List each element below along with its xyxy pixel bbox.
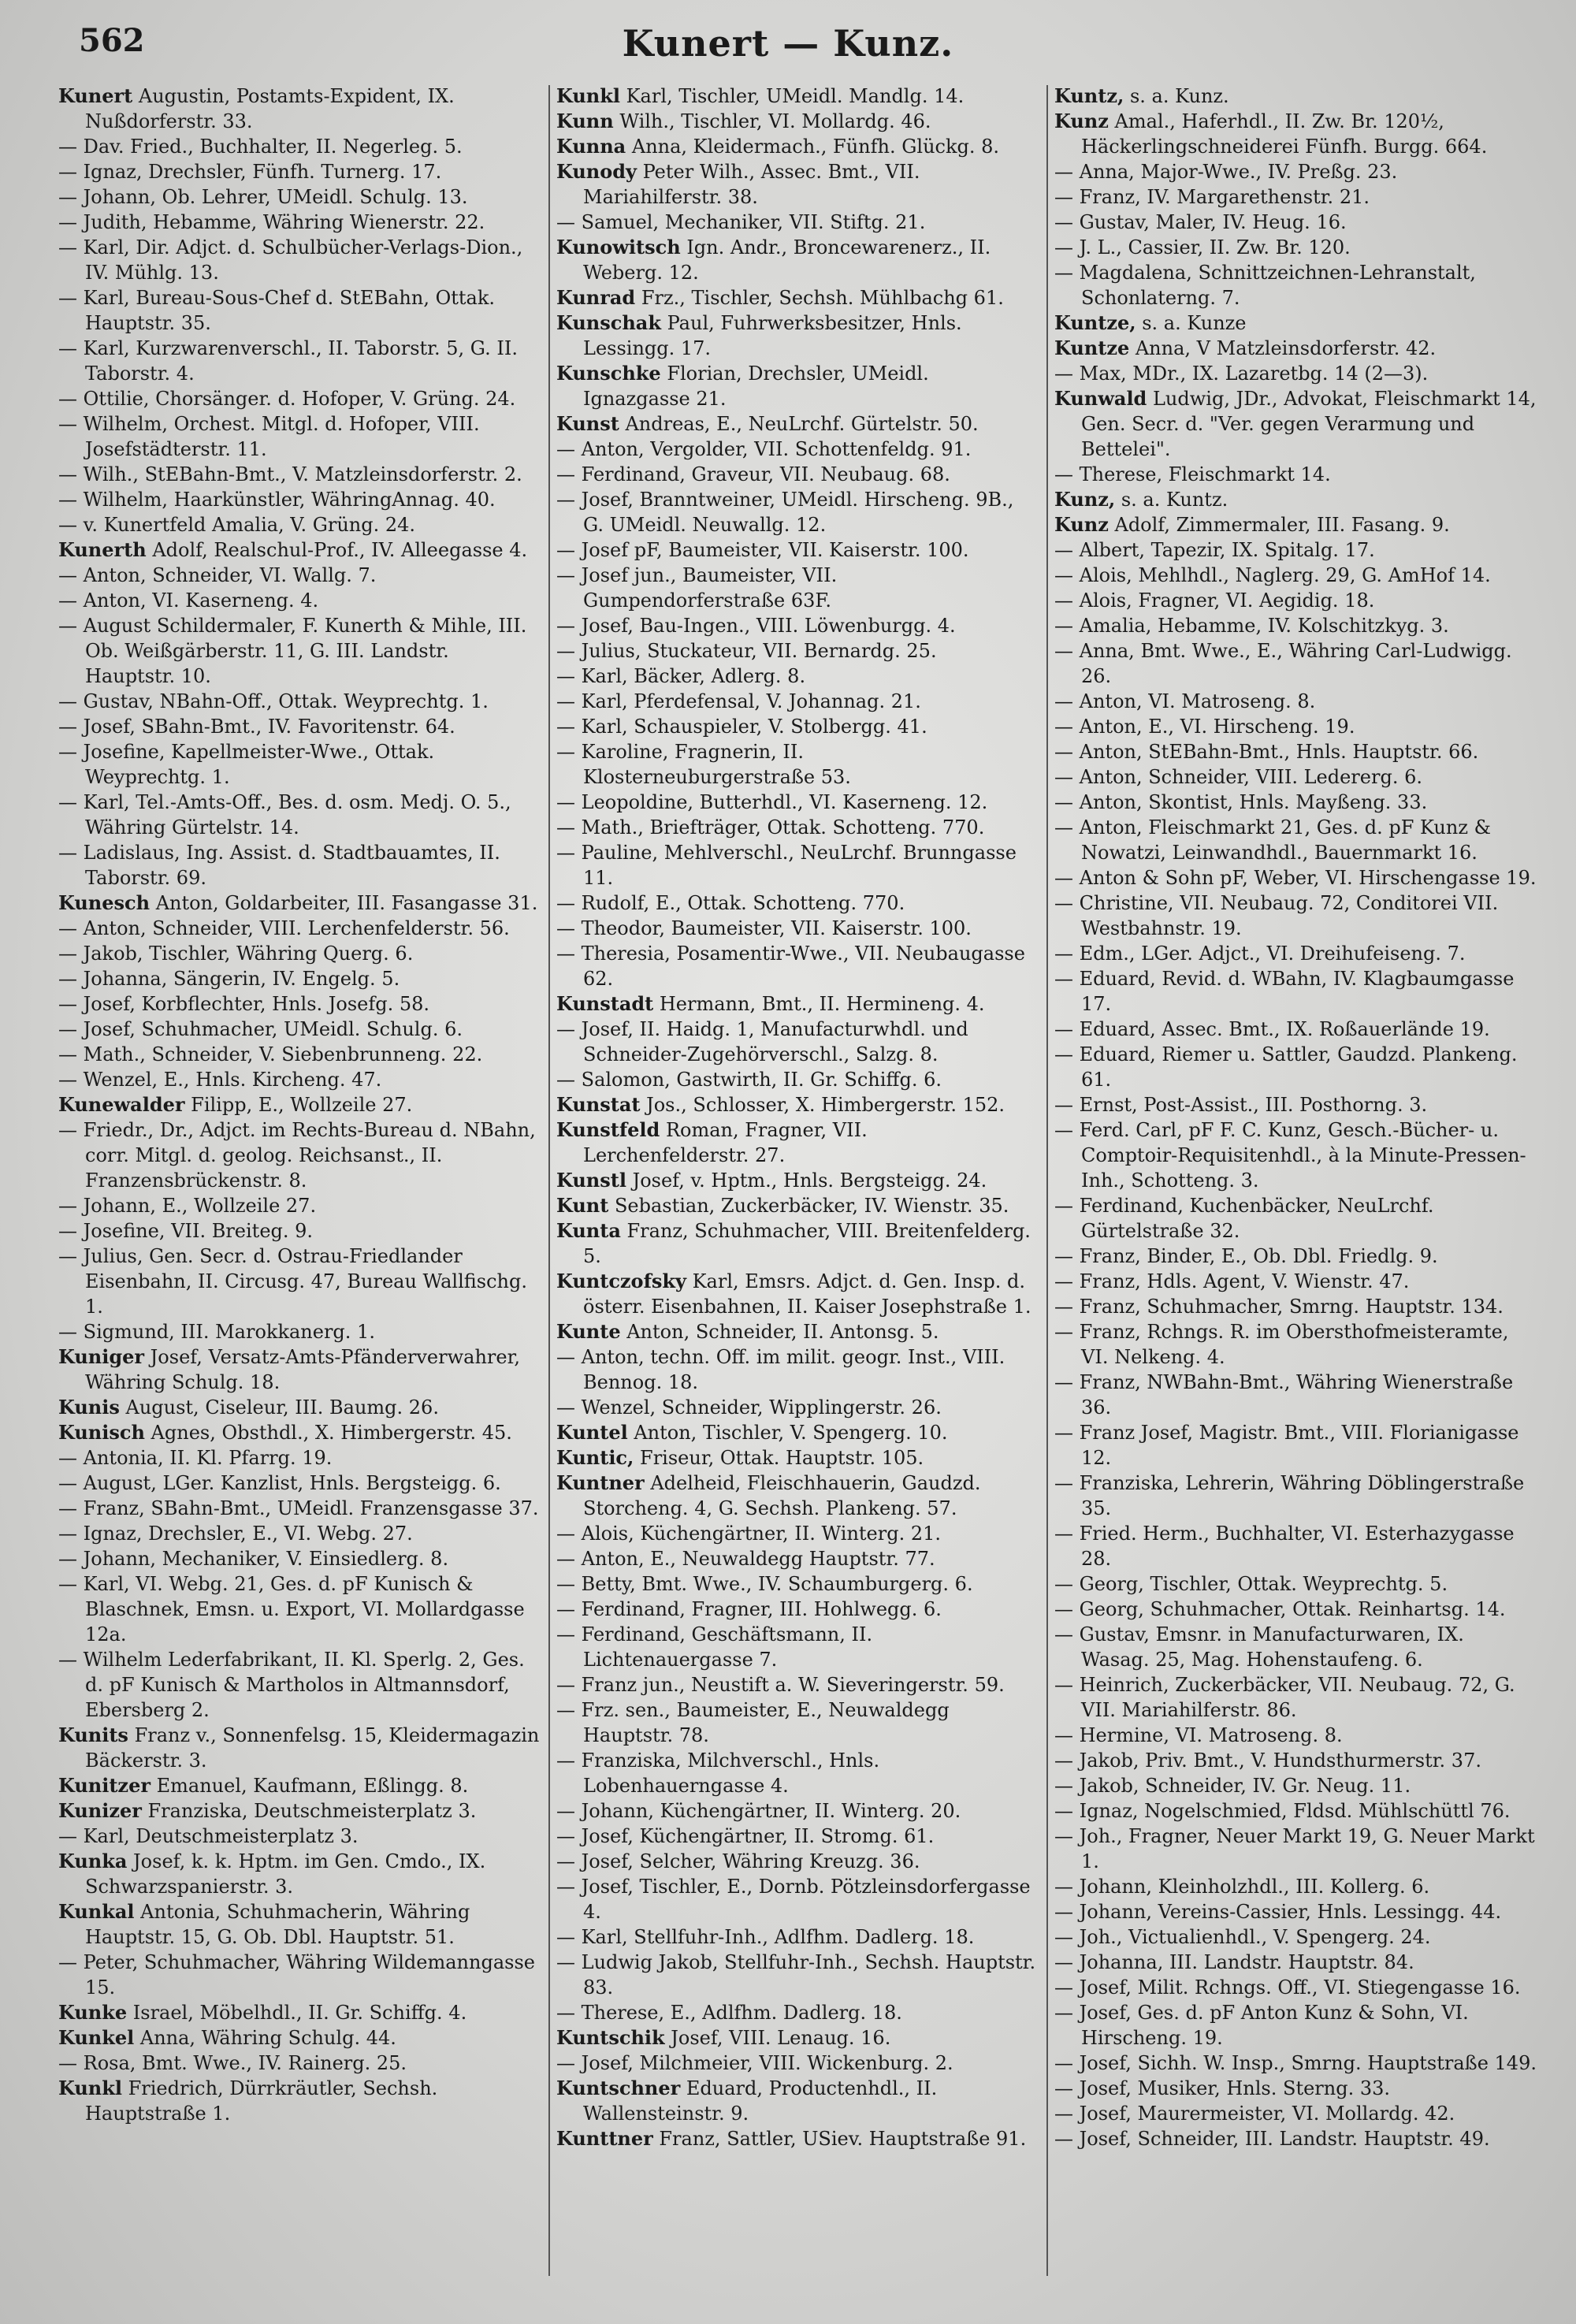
directory-entry: — Josef, Branntweiner, UMeidl. Hirscheng. 9B., G. UMeidl. Neuwallg. 12. bbox=[556, 489, 1014, 536]
directory-entry: — Theodor, Baumeister, VII. Kaiserstr. 100. bbox=[556, 917, 972, 939]
directory-entry: Kunesch Anton, Goldarbeiter, III. Fasangasse 31. bbox=[58, 891, 538, 914]
directory-entry: — Josef, Milit. Rchngs. Off., VI. Stiegengasse 16. bbox=[1054, 1976, 1521, 1999]
directory-entry: — Fried. Herm., Buchhalter, VI. Esterhazygasse 28. bbox=[1054, 1523, 1515, 1570]
directory-entry: — Pauline, Mehlverschl., NeuLrchf. Brunngasse 11. bbox=[556, 842, 1017, 889]
directory-entry: — Franz, Schuhmacher, Smrng. Hauptstr. 134. bbox=[1054, 1296, 1504, 1318]
directory-entry: Kuntz, s. a. Kunz. bbox=[1054, 84, 1229, 107]
directory-entry: — Josefine, VII. Breiteg. 9. bbox=[58, 1220, 314, 1242]
directory-entry: — Ignaz, Nogelschmied, Fldsd. Mühlschüttl 76. bbox=[1054, 1800, 1511, 1822]
directory-entry: — Josef, Korbflechter, Hnls. Josefg. 58. bbox=[58, 993, 430, 1015]
directory-entry: — Josef pF, Baumeister, VII. Kaiserstr. 100. bbox=[556, 539, 969, 561]
directory-entry: — Gustav, Maler, IV. Heug. 16. bbox=[1054, 211, 1347, 233]
directory-entry: — Heinrich, Zuckerbäcker, VII. Neubaug. 72, G. VII. Mariahilferstr. 86. bbox=[1054, 1674, 1515, 1721]
directory-entry: Kunkal Antonia, Schuhmacherin, Währing Hauptstr. 15, G. Ob. Dbl. Hauptstr. 51. bbox=[58, 1900, 470, 1948]
directory-entry: — Julius, Stuckateur, VII. Bernardg. 25. bbox=[556, 640, 937, 662]
directory-entry: Kunz, s. a. Kuntz. bbox=[1054, 488, 1228, 511]
directory-entry: — Hermine, VI. Matroseng. 8. bbox=[1054, 1724, 1343, 1746]
directory-entry: — Salomon, Gastwirth, II. Gr. Schiffg. 6. bbox=[556, 1069, 942, 1091]
directory-entry: Kunitzer Emanuel, Kaufmann, Eßlingg. 8. bbox=[58, 1774, 469, 1797]
directory-entry: — Eduard, Assec. Bmt., IX. Roßauerlände 19. bbox=[1054, 1018, 1490, 1040]
directory-entry: — Karl, Bureau-Sous-Chef d. StEBahn, Ottak. Hauptstr. 35. bbox=[58, 287, 496, 334]
directory-entry: Kunschke Florian, Drechsler, UMeidl. Ignazgasse 21. bbox=[556, 362, 929, 410]
directory-entry: — Johann, Ob. Lehrer, UMeidl. Schulg. 13. bbox=[58, 186, 468, 208]
directory-entry: — Ferdinand, Graveur, VII. Neubaug. 68. bbox=[556, 463, 950, 485]
directory-entry: Kunwald Ludwig, JDr., Advokat, Fleischmarkt 14, Gen. Secr. d. "Ver. gegen Verarmung und Bettelei". bbox=[1054, 387, 1537, 460]
directory-entry: — Josef jun., Baumeister, VII. Gumpendorferstraße 63F. bbox=[556, 564, 838, 612]
directory-entry: Kuntschner Eduard, Productenhdl., II. Wallensteinstr. 9. bbox=[556, 2077, 938, 2125]
directory-entry: — Ferdinand, Kuchenbäcker, NeuLrchf. Gürtelstraße 32. bbox=[1054, 1195, 1434, 1242]
directory-entry: — Anton, Fleischmarkt 21, Ges. d. pF Kunz & Nowatzi, Leinwandhdl., Bauernmarkt 16. bbox=[1054, 816, 1491, 864]
directory-entry: — Anton & Sohn pF, Weber, VI. Hirschengasse 19. bbox=[1054, 867, 1537, 889]
directory-entry: Kunt Sebastian, Zuckerbäcker, IV. Wienstr. 35. bbox=[556, 1194, 1009, 1217]
directory-entry: Kunstfeld Roman, Fragner, VII. Lerchenfelderstr. 27. bbox=[556, 1118, 868, 1166]
directory-entry: — Franz, SBahn-Bmt., UMeidl. Franzensgasse 37. bbox=[58, 1497, 539, 1519]
directory-entry: — Johann, E., Wollzeile 27. bbox=[58, 1195, 317, 1217]
directory-entry: — Anton, E., VI. Hirscheng. 19. bbox=[1054, 716, 1355, 738]
directory-entry: — Ottilie, Chorsänger. d. Hofoper, V. Grüng. 24. bbox=[58, 388, 516, 410]
directory-entry: Kunert Augustin, Postamts-Expident, IX. Nußdorferstr. 33. bbox=[58, 84, 455, 132]
directory-entry: — Julius, Gen. Secr. d. Ostrau-Friedlander Eisenbahn, II. Circusg. 47, Bureau Wallfischg. 1. bbox=[58, 1245, 527, 1318]
directory-entry: — Dav. Fried., Buchhalter, II. Negerleg. 5. bbox=[58, 136, 463, 158]
directory-entry: — Gustav, NBahn-Off., Ottak. Weyprechtg. 1. bbox=[58, 690, 489, 712]
directory-entry: Kuntczofsky Karl, Emsrs. Adjct. d. Gen. Insp. d. österr. Eisenbahnen, II. Kaiser Josephstraße 1. bbox=[556, 1270, 1031, 1318]
directory-entry: Kunta Franz, Schuhmacher, VIII. Breitenfelderg. 5. bbox=[556, 1219, 1031, 1267]
directory-entry: — Josef, Schneider, III. Landstr. Hauptstr. 49. bbox=[1054, 2128, 1490, 2150]
directory-entry: — Franziska, Milchverschl., Hnls. Lobenhauerngasse 4. bbox=[556, 1750, 880, 1797]
directory-entry: Kunstadt Hermann, Bmt., II. Hermineng. 4. bbox=[556, 992, 985, 1015]
directory-entry: — Georg, Tischler, Ottak. Weyprechtg. 5. bbox=[1054, 1573, 1448, 1595]
directory-entry: — Ferdinand, Geschäftsmann, II. Lichtenauergasse 7. bbox=[556, 1623, 873, 1671]
directory-entry: Kunerth Adolf, Realschul-Prof., IV. Alleegasse 4. bbox=[58, 538, 528, 561]
directory-entry: — Josef, Milchmeier, VIII. Wickenburg. 2. bbox=[556, 2052, 953, 2074]
directory-entry: — Sigmund, III. Marokkanerg. 1. bbox=[58, 1321, 375, 1343]
directory-entry: — Ludwig Jakob, Stellfuhr-Inh., Sechsh. Hauptstr. 83. bbox=[556, 1951, 1036, 1999]
directory-entry: — Franz jun., Neustift a. W. Sieveringerstr. 59. bbox=[556, 1674, 1005, 1696]
directory-entry: — Josef, Maurermeister, VI. Mollardg. 42. bbox=[1054, 2103, 1455, 2125]
directory-entry: — Johann, Mechaniker, V. Einsiedlerg. 8. bbox=[58, 1548, 449, 1570]
directory-entry: — August, LGer. Kanzlist, Hnls. Bergsteigg. 6. bbox=[58, 1472, 501, 1494]
directory-entry: — Anton, VI. Kaserneng. 4. bbox=[58, 589, 319, 612]
page-number: 562 bbox=[79, 22, 145, 59]
directory-entry: — Franz Josef, Magistr. Bmt., VIII. Florianigasse 12. bbox=[1054, 1422, 1519, 1469]
directory-entry: — Anton, VI. Matroseng. 8. bbox=[1054, 690, 1316, 712]
directory-entry: Kunn Wilh., Tischler, VI. Mollardg. 46. bbox=[556, 110, 931, 132]
column-divider bbox=[1046, 85, 1048, 2276]
directory-entry: — Anna, Major-Wwe., IV. Preßg. 23. bbox=[1054, 161, 1398, 183]
directory-entry: Kunkl Friedrich, Dürrkräutler, Sechsh. Hauptstraße 1. bbox=[58, 2077, 438, 2125]
directory-entry: Kunstat Jos., Schlosser, X. Himbergerstr. 152. bbox=[556, 1093, 1005, 1116]
directory-entry: — Karl, Schauspieler, V. Stolbergg. 41. bbox=[556, 716, 927, 738]
directory-entry: — Franz, Hdls. Agent, V. Wienstr. 47. bbox=[1054, 1270, 1410, 1292]
directory-entry: — Josef, Ges. d. pF Anton Kunz & Sohn, VI. Hirscheng. 19. bbox=[1054, 2002, 1469, 2049]
directory-entry: — Wilhelm, Orchest. Mitgl. d. Hofoper, VIII. Josefstädterstr. 11. bbox=[58, 413, 480, 460]
directory-entry: Kunis August, Ciseleur, III. Baumg. 26. bbox=[58, 1396, 439, 1419]
directory-entry: Kunowitsch Ign. Andr., Broncewarenerz., II. Weberg. 12. bbox=[556, 236, 991, 284]
directory-entry: — Theresia, Posamentir-Wwe., VII. Neubaugasse 62. bbox=[556, 943, 1025, 990]
directory-entry: — Eduard, Revid. d. WBahn, IV. Klagbaumgasse 17. bbox=[1054, 968, 1515, 1015]
directory-entry: — Anton, Schneider, VIII. Ledererg. 6. bbox=[1054, 766, 1422, 788]
directory-entry: — Karl, Deutschmeisterplatz 3. bbox=[58, 1825, 359, 1847]
column-2 bbox=[556, 84, 1039, 2282]
directory-entry: — Edm., LGer. Adjct., VI. Dreihufeiseng. 7. bbox=[1054, 943, 1466, 965]
directory-entry: — Johann, Vereins-Cassier, Hnls. Lessingg. 44. bbox=[1054, 1901, 1502, 1923]
directory-entry: Kunke Israel, Möbelhdl., II. Gr. Schiffg. 4. bbox=[58, 2001, 467, 2024]
directory-entry: Kunisch Agnes, Obsthdl., X. Himbergerstr. 45. bbox=[58, 1421, 512, 1444]
directory-entry: — Betty, Bmt. Wwe., IV. Schaumburgerg. 6. bbox=[556, 1573, 973, 1595]
directory-entry: — August Schildermaler, F. Kunerth & Mihle, III. Ob. Weißgärberstr. 11, G. III. Landstr. Hauptstr. 10. bbox=[58, 615, 527, 687]
directory-entry: Kuntel Anton, Tischler, V. Spengerg. 10. bbox=[556, 1421, 948, 1444]
column-1 bbox=[58, 84, 541, 2282]
directory-entry: — Gustav, Emsnr. in Manufacturwaren, IX. Wasag. 25, Mag. Hohenstaufeng. 6. bbox=[1054, 1623, 1464, 1671]
directory-entry: — Ignaz, Drechsler, E., VI. Webg. 27. bbox=[58, 1523, 413, 1545]
directory-entry: — Josef, Küchengärtner, II. Stromg. 61. bbox=[556, 1825, 935, 1847]
directory-entry: — Josef, Musiker, Hnls. Sterng. 33. bbox=[1054, 2077, 1391, 2099]
directory-entry: — Judith, Hebamme, Währing Wienerstr. 22. bbox=[58, 211, 485, 233]
directory-entry: — Josef, Sichh. W. Insp., Smrng. Hauptstraße 149. bbox=[1054, 2052, 1537, 2074]
directory-entry: Kuntze, s. a. Kunze bbox=[1054, 311, 1247, 334]
directory-entry: — Karl, Kurzwarenverschl., II. Taborstr. 5, G. II. Taborstr. 4. bbox=[58, 337, 518, 385]
directory-entry: — Alois, Küchengärtner, II. Winterg. 21. bbox=[556, 1523, 942, 1545]
directory-entry: — Josef, SBahn-Bmt., IV. Favoritenstr. 64. bbox=[58, 716, 455, 738]
directory-entry: — Wilh., StEBahn-Bmt., V. Matzleinsdorferstr. 2. bbox=[58, 463, 522, 485]
directory-entry: — Jakob, Priv. Bmt., V. Hundsthurmerstr. 37. bbox=[1054, 1750, 1481, 1772]
directory-entry: Kunka Josef, k. k. Hptm. im Gen. Cmdo., IX. Schwarzspanierstr. 3. bbox=[58, 1850, 486, 1898]
directory-entry: — Friedr., Dr., Adjct. im Rechts-Bureau d. NBahn, corr. Mitgl. d. geolog. Reichsanst., II. Franzensbrückenstr. 8. bbox=[58, 1119, 536, 1192]
directory-entry: Kunkel Anna, Währing Schulg. 44. bbox=[58, 2026, 396, 2049]
directory-entry: Kunz Amal., Haferhdl., II. Zw. Br. 120½, Häckerlingschneiderei Fünfh. Burgg. 664. bbox=[1054, 110, 1488, 158]
directory-entry: — Josef, Selcher, Währing Kreuzg. 36. bbox=[556, 1850, 920, 1872]
directory-entry: — Anton, StEBahn-Bmt., Hnls. Hauptstr. 66. bbox=[1054, 741, 1479, 763]
directory-entry: Kuntschik Josef, VIII. Lenaug. 16. bbox=[556, 2026, 891, 2049]
directory-entry: Kunizer Franziska, Deutschmeisterplatz 3. bbox=[58, 1799, 477, 1822]
directory-entry: — Josef, Schuhmacher, UMeidl. Schulg. 6. bbox=[58, 1018, 463, 1040]
directory-entry: — Johanna, III. Landstr. Hauptstr. 84. bbox=[1054, 1951, 1414, 1973]
directory-entry: — Franz, NWBahn-Bmt., Währing Wienerstraße 36. bbox=[1054, 1371, 1514, 1419]
directory-entry: — Leopoldine, Butterhdl., VI. Kaserneng. 12. bbox=[556, 791, 988, 813]
directory-entry: Kunschak Paul, Fuhrwerksbesitzer, Hnls. Lessingg. 17. bbox=[556, 311, 962, 359]
directory-entry: — Karl, Pferdefensal, V. Johannag. 21. bbox=[556, 690, 921, 712]
directory-entry: Kunstl Josef, v. Hptm., Hnls. Bergsteigg. 24. bbox=[556, 1169, 987, 1192]
directory-entry: — Anton, Skontist, Hnls. Mayßeng. 33. bbox=[1054, 791, 1428, 813]
directory-entry: Kunte Anton, Schneider, II. Antonsg. 5. bbox=[556, 1320, 939, 1343]
directory-entry: — Josefine, Kapellmeister-Wwe., Ottak. Weyprechtg. 1. bbox=[58, 741, 435, 788]
directory-entry: — Math., Schneider, V. Siebenbrunneng. 22. bbox=[58, 1043, 483, 1065]
running-head: Kunert — Kunz. bbox=[622, 22, 954, 65]
directory-entry: — Alois, Fragner, VI. Aegidig. 18. bbox=[1054, 589, 1375, 612]
directory-entry: — Franz, Rchngs. R. im Obersthofmeisteramte, VI. Nelkeng. 4. bbox=[1054, 1321, 1509, 1368]
directory-entry: — Georg, Schuhmacher, Ottak. Reinhartsg. 14. bbox=[1054, 1598, 1506, 1620]
directory-entry: — Frz. sen., Baumeister, E., Neuwaldegg Hauptstr. 78. bbox=[556, 1699, 950, 1746]
directory-entry: — Therese, E., Adlfhm. Dadlerg. 18. bbox=[556, 2002, 902, 2024]
directory-entry: — Wenzel, E., Hnls. Kircheng. 47. bbox=[58, 1069, 382, 1091]
directory-entry: — Johanna, Sängerin, IV. Engelg. 5. bbox=[58, 968, 400, 990]
directory-entry: — Ignaz, Drechsler, Fünfh. Turnerg. 17. bbox=[58, 161, 442, 183]
directory-entry: — Joh., Fragner, Neuer Markt 19, G. Neuer Markt 1. bbox=[1054, 1825, 1535, 1872]
directory-entry: — Anna, Bmt. Wwe., E., Währing Carl-Ludwigg. 26. bbox=[1054, 640, 1512, 687]
directory-entry: — Karl, Stellfuhr-Inh., Adlfhm. Dadlerg. 18. bbox=[556, 1926, 975, 1948]
directory-entry: — Josef, II. Haidg. 1, Manufacturwhdl. und Schneider-Zugehörverschl., Salzg. 8. bbox=[556, 1018, 968, 1065]
directory-entry: — Math., Briefträger, Ottak. Schotteng. 770. bbox=[556, 816, 985, 838]
directory-entry: Kunst Andreas, E., NeuLrchf. Gürtelstr. 50. bbox=[556, 412, 979, 435]
directory-entry: — Franz, IV. Margarethenstr. 21. bbox=[1054, 186, 1370, 208]
directory-entry: — Therese, Fleischmarkt 14. bbox=[1054, 463, 1331, 485]
directory-entry: — J. L., Cassier, II. Zw. Br. 120. bbox=[1054, 236, 1351, 258]
directory-entry: Kunody Peter Wilh., Assec. Bmt., VII. Mariahilferstr. 38. bbox=[556, 160, 920, 208]
directory-entry: Kuntner Adelheid, Fleischhauerin, Gaudzd. Storcheng. 4, G. Sechsh. Plankeng. 57. bbox=[556, 1471, 981, 1519]
directory-entry: — Johann, Kleinholzhdl., III. Kollerg. 6. bbox=[1054, 1876, 1430, 1898]
directory-entry: Kuntze Anna, V Matzleinsdorferstr. 42. bbox=[1054, 337, 1437, 359]
directory-entry: Kunkl Karl, Tischler, UMeidl. Mandlg. 14. bbox=[556, 84, 965, 107]
directory-entry: — Ladislaus, Ing. Assist. d. Stadtbauamtes, II. Taborstr. 69. bbox=[58, 842, 500, 889]
column-3 bbox=[1054, 84, 1537, 2282]
directory-entry: — Antonia, II. Kl. Pfarrg. 19. bbox=[58, 1447, 333, 1469]
directory-entry: — Karoline, Fragnerin, II. Klosterneuburgerstraße 53. bbox=[556, 741, 851, 788]
directory-entry: — Karl, Dir. Adjct. d. Schulbücher-Verlags-Dion., IV. Mühlg. 13. bbox=[58, 236, 523, 284]
directory-entry: — Wilhelm, Haarkünstler, WähringAnnag. 40. bbox=[58, 489, 496, 511]
directory-entry: — Anton, Schneider, VI. Wallg. 7. bbox=[58, 564, 377, 586]
directory-entry: Kunna Anna, Kleidermach., Fünfh. Glückg. 8. bbox=[556, 135, 1000, 158]
directory-entry: — Anton, Vergolder, VII. Schottenfeldg. 91. bbox=[556, 438, 972, 460]
column-divider bbox=[548, 85, 550, 2276]
page-header bbox=[0, 22, 1576, 77]
directory-entry: — Wenzel, Schneider, Wipplingerstr. 26. bbox=[556, 1396, 942, 1419]
directory-entry: — Eduard, Riemer u. Sattler, Gaudzd. Plankeng. 61. bbox=[1054, 1043, 1518, 1091]
directory-entry: — Amalia, Hebamme, IV. Kolschitzkyg. 3. bbox=[1054, 615, 1449, 637]
directory-entry: — Ernst, Post-Assist., III. Posthorng. 3. bbox=[1054, 1094, 1428, 1116]
directory-entry: Kunrad Frz., Tischler, Sechsh. Mühlbachg 61. bbox=[556, 286, 1004, 309]
directory-entry: — Albert, Tapezir, IX. Spitalg. 17. bbox=[1054, 539, 1375, 561]
directory-entry: Kunz Adolf, Zimmermaler, III. Fasang. 9. bbox=[1054, 513, 1450, 536]
directory-entry: — Karl, VI. Webg. 21, Ges. d. pF Kunisch & Blaschnek, Emsn. u. Export, VI. Mollardgasse 12a. bbox=[58, 1573, 525, 1645]
directory-entry: Kunewalder Filipp, E., Wollzeile 27. bbox=[58, 1093, 413, 1116]
directory-entry: — Franziska, Lehrerin, Währing Döblingerstraße 35. bbox=[1054, 1472, 1525, 1519]
directory-entry: Kunits Franz v., Sonnenfelsg. 15, Kleidermagazin Bäckerstr. 3. bbox=[58, 1723, 540, 1772]
directory-entry: — Karl, Tel.-Amts-Off., Bes. d. osm. Medj. O. 5., Währing Gürtelstr. 14. bbox=[58, 791, 511, 838]
directory-entry: — Karl, Bäcker, Adlerg. 8. bbox=[556, 665, 806, 687]
directory-entry: — Anton, Schneider, VIII. Lerchenfelderstr. 56. bbox=[58, 917, 510, 939]
directory-entry: — Josef, Bau-Ingen., VIII. Löwenburgg. 4. bbox=[556, 615, 956, 637]
directory-entry: — Joh., Victualienhdl., V. Spengerg. 24. bbox=[1054, 1926, 1431, 1948]
directory-entry: — Max, MDr., IX. Lazaretbg. 14 (2—3). bbox=[1054, 363, 1429, 385]
directory-entry: — v. Kunertfeld Amalia, V. Grüng. 24. bbox=[58, 514, 416, 536]
directory-entry: — Rosa, Bmt. Wwe., IV. Rainerg. 25. bbox=[58, 2052, 407, 2074]
directory-entry: — Magdalena, Schnittzeichnen-Lehranstalt, Schonlaterng. 7. bbox=[1054, 262, 1476, 309]
directory-entry: Kuniger Josef, Versatz-Amts-Pfänderverwahrer, Währing Schulg. 18. bbox=[58, 1345, 521, 1393]
directory-entry: — Ferd. Carl, pF F. C. Kunz, Gesch.-Bücher- u. Comptoir-Requisitenhdl., à la Minute-Pressen-Inh., Schotteng. 3. bbox=[1054, 1119, 1526, 1192]
directory-entry: — Anton, techn. Off. im milit. geogr. Inst., VIII. Bennog. 18. bbox=[556, 1346, 1005, 1393]
directory-entry: — Christine, VII. Neubaug. 72, Conditorei VII. Westbahnstr. 19. bbox=[1054, 892, 1499, 939]
directory-entry: Kuntic, Friseur, Ottak. Hauptstr. 105. bbox=[556, 1446, 924, 1469]
directory-entry: — Jakob, Schneider, IV. Gr. Neug. 11. bbox=[1054, 1775, 1411, 1797]
directory-entry: — Alois, Mehlhdl., Naglerg. 29, G. AmHof 14. bbox=[1054, 564, 1491, 586]
directory-entry: Kunttner Franz, Sattler, USiev. Hauptstraße 91. bbox=[556, 2127, 1027, 2150]
directory-entry: — Anton, E., Neuwaldegg Hauptstr. 77. bbox=[556, 1548, 935, 1570]
directory-entry: — Peter, Schuhmacher, Währing Wildemanngasse 15. bbox=[58, 1951, 535, 1999]
directory-entry: — Johann, Küchengärtner, II. Winterg. 20. bbox=[556, 1800, 961, 1822]
directory-entry: — Rudolf, E., Ottak. Schotteng. 770. bbox=[556, 892, 905, 914]
directory-entry: — Franz, Binder, E., Ob. Dbl. Friedlg. 9. bbox=[1054, 1245, 1438, 1267]
directory-entry: — Ferdinand, Fragner, III. Hohlwegg. 6. bbox=[556, 1598, 942, 1620]
directory-entry: — Jakob, Tischler, Währing Querg. 6. bbox=[58, 943, 414, 965]
directory-entry: — Josef, Tischler, E., Dornb. Pötzleinsdorfergasse 4. bbox=[556, 1876, 1031, 1923]
directory-entry: — Samuel, Mechaniker, VII. Stiftg. 21. bbox=[556, 211, 926, 233]
directory-entry: — Wilhelm Lederfabrikant, II. Kl. Sperlg. 2, Ges. d. pF Kunisch & Martholos in Altmannsdorf, Ebersberg 2. bbox=[58, 1649, 525, 1721]
